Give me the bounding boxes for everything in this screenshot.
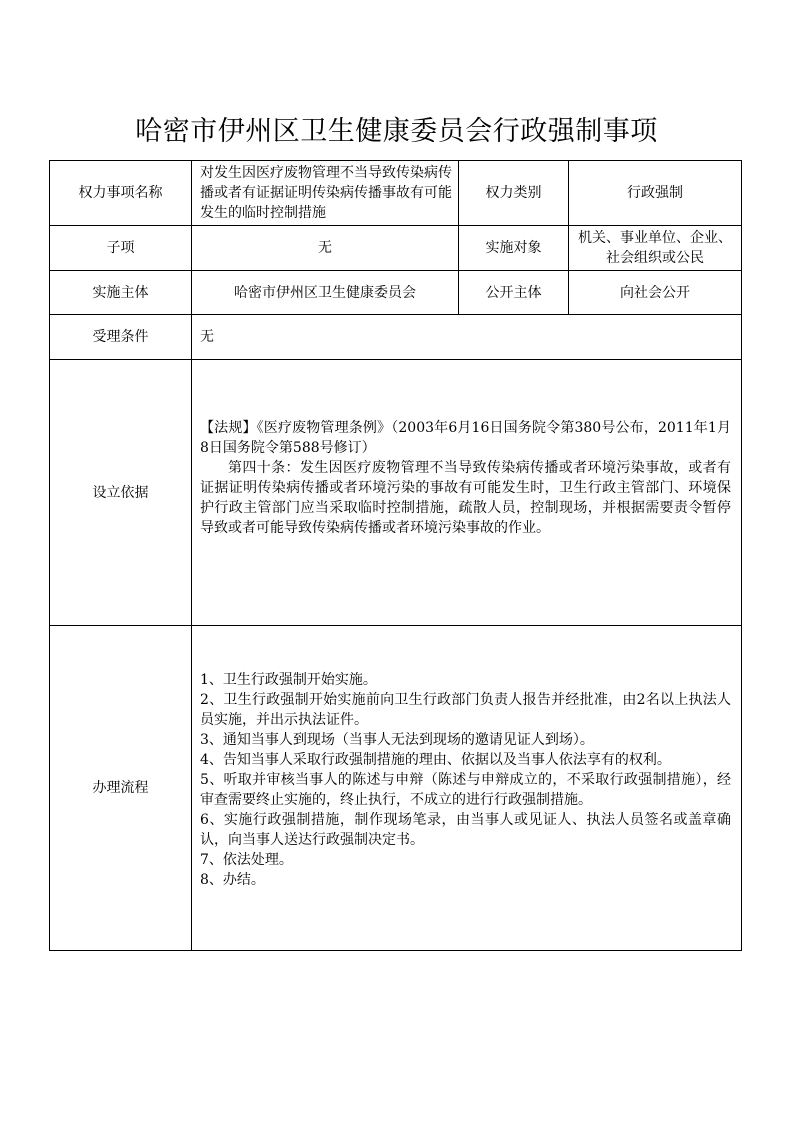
process-step: 7、依法处理。 (200, 852, 293, 868)
process-step: 2、卫生行政强制开始实施前向卫生行政部门负责人报告并经批准，由2名以上执法人员实施，并出示执法证件。 (200, 692, 731, 728)
page-title: 哈密市伊州区卫生健康委员会行政强制事项 (135, 116, 658, 147)
basis-content (192, 360, 742, 626)
process-step: 8、办结。 (200, 872, 265, 888)
table-row-sub-item (50, 226, 742, 271)
table-row-process (50, 626, 742, 951)
process-step: 4、告知当事人采取行政强制措施的理由、依据以及当事人依法享有的权利。 (200, 752, 671, 768)
enforcement-item-table (49, 160, 742, 951)
power-type-value: 行政强制 (569, 161, 742, 226)
table-row-conditions (50, 315, 742, 360)
sub-item-label: 子项 (50, 226, 192, 271)
basis-law-line: 【法规】《医疗废物管理条例》（2003年6月16日国务院令第380号公布，2011年1月8日国务院令第588号修订） (200, 420, 731, 456)
power-type-label: 权力类别 (459, 161, 569, 226)
public-subject-label: 公开主体 (459, 271, 569, 315)
power-name-value: 对发生因医疗废物管理不当导致传染病传播或者有证据证明传染病传播事故有可能发生的临时控制措施 (192, 161, 459, 226)
subject-label: 实施主体 (50, 271, 192, 315)
process-step: 1、卫生行政强制开始实施。 (200, 672, 377, 688)
process-step: 5、听取并审核当事人的陈述与申辩（陈述与申辩成立的，不采取行政强制措施），经审查需要终止实施的，终止执行，不成立的进行行政强制措施。 (200, 772, 731, 808)
conditions-value: 无 (192, 315, 742, 360)
process-step: 6、实施行政强制措施，制作现场笔录，由当事人或见证人、执法人员签名或盖章确认，向当事人送达行政强制决定书。 (200, 812, 731, 848)
table-row-subject (50, 271, 742, 315)
table-row-power-name (50, 161, 742, 226)
basis-label: 设立依据 (50, 360, 192, 626)
conditions-label: 受理条件 (50, 315, 192, 360)
basis-article: 第四十条：发生因医疗废物管理不当导致传染病传播或者环境污染事故，或者有证据证明传染病传播或者环境污染的事故有可能发生时，卫生行政主管部门、环境保护行政主管部门应当采取临时控制措施，疏散人员，控制现场，并根据需要责令暂停导致或者可能导致传染病传播或者环境污染事故的作业。 (200, 460, 731, 536)
target-value: 机关、事业单位、企业、社会组织或公民 (569, 226, 742, 271)
process-content (192, 626, 742, 951)
subject-value: 哈密市伊州区卫生健康委员会 (192, 271, 459, 315)
public-subject-value: 向社会公开 (569, 271, 742, 315)
table-row-basis (50, 360, 742, 626)
process-label: 办理流程 (50, 626, 192, 951)
process-step: 3、通知当事人到现场（当事人无法到现场的邀请见证人到场）。 (200, 732, 594, 748)
sub-item-value: 无 (192, 226, 459, 271)
power-name-label: 权力事项名称 (50, 161, 192, 226)
target-label: 实施对象 (459, 226, 569, 271)
